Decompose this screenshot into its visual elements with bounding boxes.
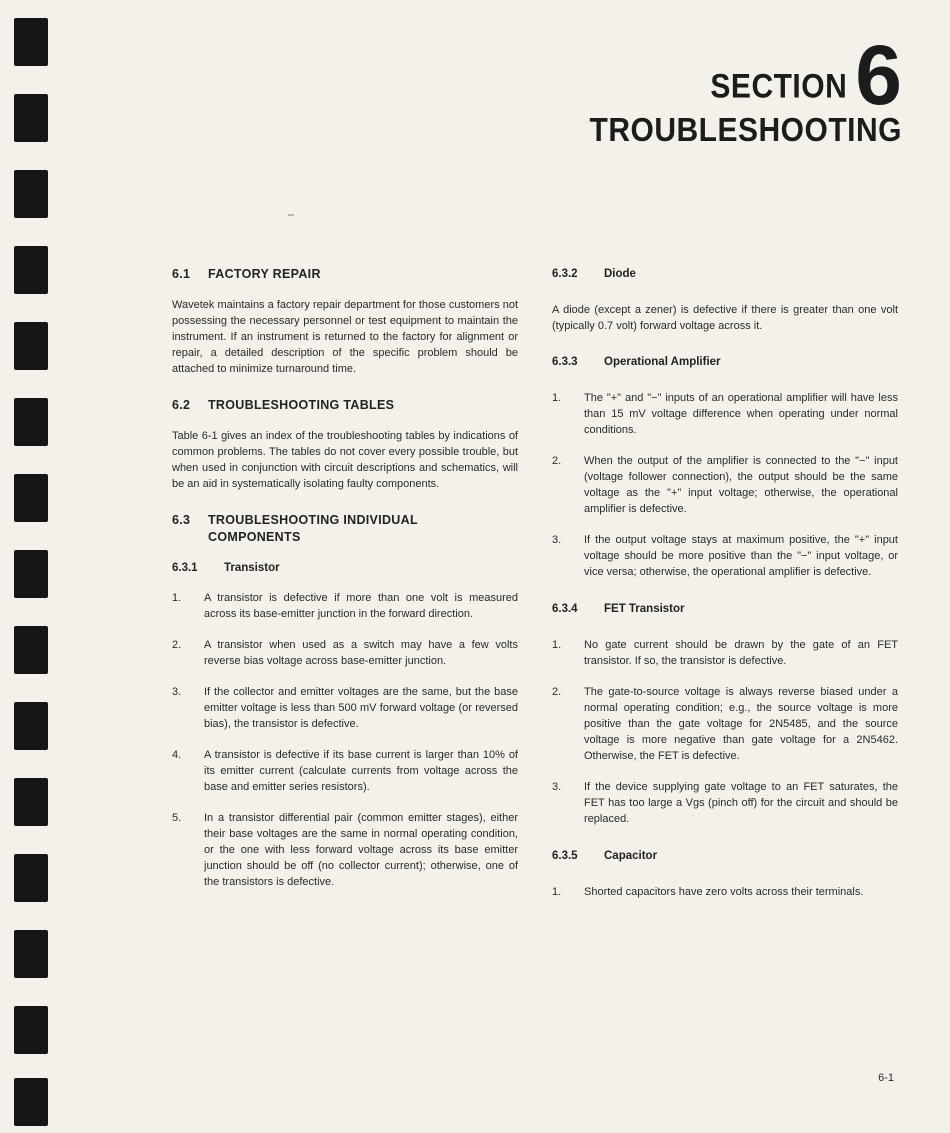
list-item: 4. A transistor is defective if its base current is larger than 10% of its emitter current (calculate currents from voltage across the base and emitter series resistors). bbox=[172, 749, 518, 793]
binding-hole bbox=[14, 398, 48, 446]
binding-hole bbox=[14, 322, 48, 370]
binding-hole bbox=[14, 1078, 48, 1126]
binding-hole bbox=[14, 18, 48, 66]
binding-hole bbox=[14, 474, 48, 522]
heading-6-3-1: 6.3.1 Transistor bbox=[172, 562, 280, 574]
list-item: 1. No gate current should be drawn by the gate of an FET transistor. If so, the transistor is defective. bbox=[552, 639, 898, 667]
binding-hole bbox=[14, 246, 48, 294]
binding-hole bbox=[14, 94, 48, 142]
section-word: SECTION bbox=[710, 67, 848, 106]
paragraph-6-2: Table 6-1 gives an index of the troubleshooting tables by indications of common problems. The tables do not cover every possible trouble, but when used in conjunction with circuit descriptions and schematics, will be an aid in systematically isolating faulty components. bbox=[172, 430, 518, 490]
list-item: 2. The gate-to-source voltage is always reverse biased under a normal operating condition; e.g., the source voltage is more positive than the gate voltage for 2N5485, and the source voltage is more negative than gate voltage for a 2N5462. Otherwise, the FET is defective. bbox=[552, 686, 898, 762]
section-title: TROUBLESHOOTING bbox=[589, 112, 902, 149]
section-header bbox=[589, 28, 903, 149]
binding-hole bbox=[14, 550, 48, 598]
paragraph-6-3-2: A diode (except a zener) is defective if there is greater than one volt (typically 0.7 volt) forward voltage across it. bbox=[552, 304, 898, 332]
list-item: 3. If the collector and emitter voltages are the same, but the base emitter voltage is less than 500 mV forward voltage (or reversed bias), the transistor is defective. bbox=[172, 686, 518, 730]
binding-hole bbox=[14, 778, 48, 826]
binding-hole bbox=[14, 702, 48, 750]
list-item: 5. In a transistor differential pair (common emitter stages), either their base voltages are the same in normal operating condition, or the one with less forward voltage across its base emitter junction should be off (no collector current); otherwise, one of the transistors is defective. bbox=[172, 812, 518, 888]
list-item: 3. If the output voltage stays at maximum positive, the "+" input voltage should be more positive than the "−" input voltage, or vice versa; otherwise, the operational amplifier is defective. bbox=[552, 534, 898, 578]
section-number: 6 bbox=[855, 28, 902, 122]
list-item: 3. If the device supplying gate voltage to an FET saturates, the FET has too large a Vgs (pinch off) for the circuit and should be replaced. bbox=[552, 781, 898, 825]
paragraph-6-1: Wavetek maintains a factory repair department for those customers not possessing the necessary personnel or test equipment to maintain the instrument. If an instrument is returned to the factory for alignment or repair, a detailed description of the specific problem should be attached to minimize turnaround time. bbox=[172, 299, 518, 375]
list-item: 1. A transistor is defective if more than one volt is measured across its base-emitter junction in the forward direction. bbox=[172, 592, 518, 620]
speck bbox=[288, 214, 294, 216]
heading-6-3-2: 6.3.2 Diode bbox=[552, 268, 636, 280]
list-item: 1. Shorted capacitors have zero volts across their terminals. bbox=[552, 886, 864, 898]
list-item: 1. The "+" and "−" inputs of an operational amplifier will have less than 15 mV voltage difference when operating under normal conditions. bbox=[552, 392, 898, 436]
list-item: 2. When the output of the amplifier is connected to the "−" input (voltage follower connection), the output should be the same voltage as the "+" input voltage; otherwise, the operational amplifier is defective. bbox=[552, 455, 898, 515]
transistor-list bbox=[172, 590, 518, 890]
left-column bbox=[172, 266, 518, 905]
heading-6-3-4: 6.3.4 FET Transistor bbox=[552, 603, 685, 615]
binding-hole bbox=[14, 170, 48, 218]
binding-hole bbox=[14, 854, 48, 902]
binding-hole bbox=[14, 930, 48, 978]
heading-6-3-3: 6.3.3 Operational Amplifier bbox=[552, 356, 721, 368]
op-amp-list bbox=[552, 390, 898, 580]
spiral-binding bbox=[0, 0, 58, 1133]
right-column bbox=[552, 266, 898, 915]
fet-list bbox=[552, 637, 898, 827]
binding-hole bbox=[14, 1006, 48, 1054]
heading-6-3: 6.3 TROUBLESHOOTING INDIVIDUAL COMPONENTS bbox=[172, 513, 418, 544]
list-item: 2. A transistor when used as a switch may have a few volts reverse bias voltage across base-emitter junction. bbox=[172, 639, 518, 667]
page-number: 6-1 bbox=[878, 1072, 894, 1084]
capacitor-list bbox=[552, 884, 898, 900]
heading-6-3-5: 6.3.5 Capacitor bbox=[552, 850, 658, 862]
heading-6-2: 6.2 TROUBLESHOOTING TABLES bbox=[172, 398, 395, 412]
binding-hole bbox=[14, 626, 48, 674]
heading-6-1: 6.1 FACTORY REPAIR bbox=[172, 267, 321, 281]
